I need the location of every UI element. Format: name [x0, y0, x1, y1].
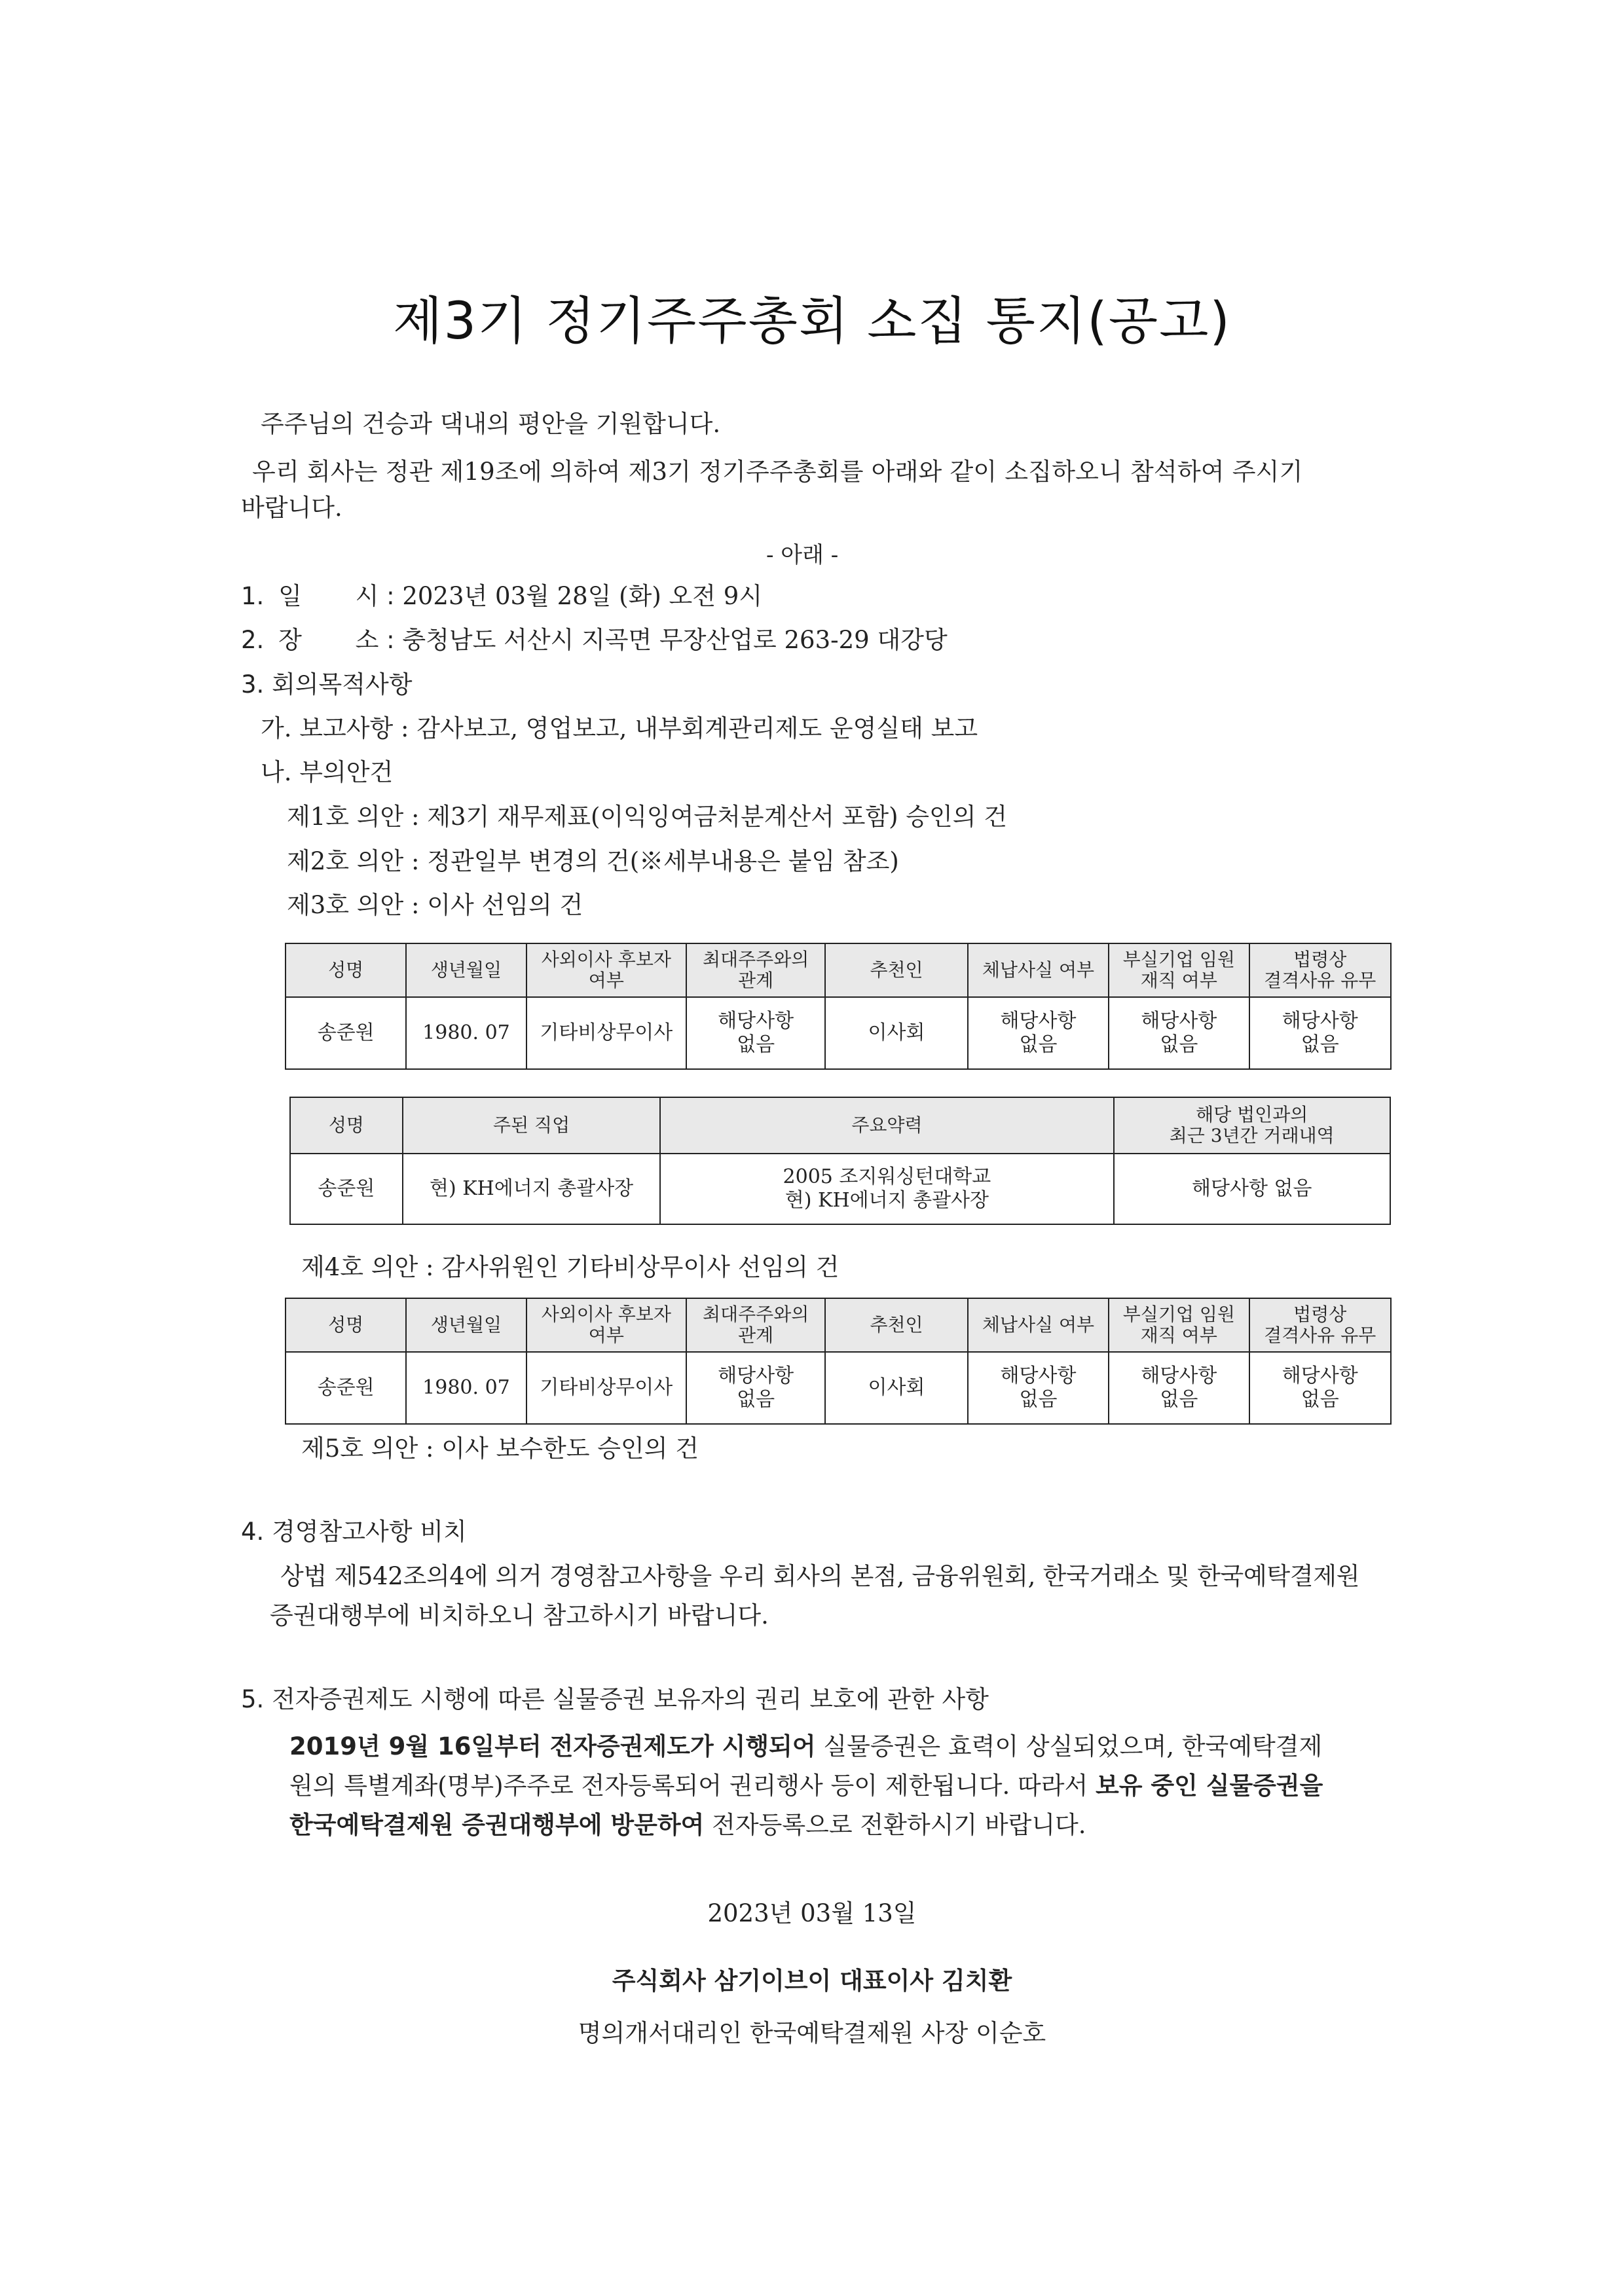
e-securities-text-3: 전자등록으로 전환하시기 바랍니다.: [704, 1811, 1086, 1839]
reference-section-heading: 4. 경영참고사항 비치: [241, 1518, 467, 1546]
cell-text-line: 법령상: [1293, 1303, 1347, 1325]
e-securities-section-heading: 5. 전자증권제도 시행에 따른 실물증권 보유자의 권리 보호에 관한 사항: [241, 1685, 989, 1713]
header-main-occupation: [403, 1097, 661, 1154]
cell-text-line: 결격사유 유무: [1264, 1324, 1376, 1346]
cell-text-line: 없음: [737, 1033, 775, 1056]
agenda-item-3: 제3호 의안 : 이사 선임의 건: [287, 891, 583, 919]
cell-text-line: 1980. 07: [422, 1376, 510, 1399]
below-marker: - 아래 -: [766, 542, 839, 568]
cell-text-line: 관계: [738, 1324, 774, 1346]
cell-text-line: 생년월일: [430, 1314, 502, 1336]
header-tax-arrears: [968, 1298, 1109, 1352]
cell-text-line: 없음: [1301, 1033, 1339, 1056]
cell-career: [660, 1154, 1113, 1224]
agenda-item-5: 제5호 의안 : 이사 보수한도 승인의 건: [301, 1434, 699, 1463]
audit-committee-candidate-table: [285, 1298, 1392, 1425]
cell-text-line: 해당사항: [1000, 1010, 1077, 1032]
header-transactions: [1114, 1097, 1391, 1154]
header-name: [286, 1298, 406, 1352]
cell-text-line: 추천인: [870, 1314, 923, 1336]
cell-text-line: 없음: [1160, 1388, 1198, 1411]
cell-major-shareholder: [686, 1352, 825, 1424]
cell-text-line: 최대주주와의: [703, 949, 809, 970]
reference-text-line-2: 증권대행부에 비치하오니 참고하시기 바랍니다.: [270, 1601, 769, 1630]
cell-text-line: 없음: [1301, 1388, 1339, 1411]
cell-text-line: 사외이사 후보자: [541, 1303, 671, 1325]
cell-recommender: [825, 1352, 967, 1424]
cell-tax-arrears: [968, 997, 1109, 1069]
cell-text-line: 체납사실 여부: [982, 959, 1095, 981]
notice-date: 2023년 03월 13일: [707, 1899, 917, 1927]
cell-text-line: 사외이사 후보자: [541, 949, 671, 970]
agenda-item-2: 제2호 의안 : 정관일부 변경의 건(※세부내용은 붙임 참조): [287, 847, 899, 875]
cell-text-line: 해당사항: [1282, 1010, 1358, 1032]
header-name: [290, 1097, 403, 1154]
item-date-label-a: 일: [278, 582, 302, 610]
e-securities-emphasis-1: 2019년 9월 16일부터 전자증권제도가 시행되어: [289, 1732, 816, 1760]
cell-major-shareholder: [686, 997, 825, 1069]
cell-text-line: 추천인: [870, 959, 923, 981]
cell-text-line: 체납사실 여부: [982, 1314, 1095, 1336]
item-place-number: 2.: [241, 626, 265, 654]
cell-text-line: 결격사유 유무: [1264, 970, 1376, 991]
cell-text-line: 이사회: [868, 1376, 925, 1399]
cell-text-line: 성명: [328, 1314, 364, 1336]
table-row: [286, 1352, 1391, 1424]
company-signature: 주식회사 삼기이브이 대표이사 김치환: [612, 1967, 1012, 1995]
cell-text-line: 주요약력: [851, 1114, 923, 1136]
cell-outside-director: [526, 997, 686, 1069]
cell-text-line: 없음: [737, 1388, 775, 1411]
intro-greeting: 주주님의 건승과 댁내의 평안을 기원합니다.: [261, 410, 721, 438]
table-row: [290, 1154, 1390, 1224]
reference-text-line-1: 상법 제542조의4에 의거 경영참고사항을 우리 회사의 본점, 금융위원회, 한국거래소 및 한국예탁결제원: [280, 1562, 1360, 1590]
cell-text-line: 주된 직업: [493, 1114, 570, 1136]
cell-text-line: 여부: [588, 1324, 624, 1346]
cell-text-line: 최대주주와의: [703, 1303, 809, 1325]
cell-text-line: 여부: [588, 970, 624, 991]
header-outside-director: [526, 1298, 686, 1352]
cell-text-line: 부실기업 임원: [1122, 1303, 1235, 1325]
cell-text-line: 없음: [1160, 1033, 1198, 1056]
e-securities-emphasis-3: 한국예탁결제원 증권대행부에 방문하여: [289, 1811, 705, 1839]
cell-name: [290, 1154, 403, 1224]
agenda-item-1: 제1호 의안 : 제3기 재무제표(이익잉여금처분계산서 포함) 승인의 건: [287, 803, 1008, 831]
cell-birth: [406, 997, 526, 1069]
agenda-item-4: 제4호 의안 : 감사위원인 기타비상무이사 선임의 건: [301, 1253, 840, 1281]
header-birth: [406, 943, 526, 997]
table-header-row: [286, 1298, 1391, 1352]
item-place-label-b: 소 :: [355, 626, 395, 654]
cell-text-line: 해당사항: [1282, 1364, 1358, 1387]
cell-text-line: 송준원: [317, 1021, 375, 1044]
header-major-shareholder: [686, 1298, 825, 1352]
cell-text-line: 기타비상무이사: [540, 1021, 673, 1044]
table-row: [286, 997, 1391, 1069]
cell-recommender: [825, 997, 967, 1069]
header-insolvent-company: [1109, 943, 1249, 997]
header-outside-director: [526, 943, 686, 997]
agenda-heading: 나. 부의안건: [261, 758, 394, 786]
agenda-section-heading: 3. 회의목적사항: [241, 670, 413, 699]
header-major-shareholder: [686, 943, 825, 997]
e-securities-emphasis-2: 보유 중인 실물증권을: [1095, 1772, 1323, 1800]
cell-text-line: 해당사항 없음: [1192, 1177, 1312, 1200]
intro-convocation-end: 바랍니다.: [241, 494, 342, 522]
cell-name: [286, 997, 406, 1069]
cell-text-line: 2005 조지워싱턴대학교: [783, 1165, 991, 1188]
e-securities-line-1: [289, 1728, 1322, 1765]
cell-text-line: 재직 여부: [1140, 1324, 1217, 1346]
cell-text-line: 해당 법인과의: [1196, 1104, 1308, 1125]
item-place-label-a: 장: [278, 626, 302, 654]
header-disqualification: [1249, 943, 1391, 997]
item-date-label-b: 시 :: [355, 582, 395, 610]
header-name: [286, 943, 406, 997]
cell-text-line: 해당사항: [718, 1010, 794, 1032]
meeting-place: 충청남도 서산시 지곡면 무장산업로 263-29 대강당: [402, 626, 948, 654]
cell-text-line: 관계: [738, 970, 774, 991]
cell-text-line: 없음: [1019, 1033, 1058, 1056]
e-securities-line-2: [289, 1768, 1323, 1804]
cell-transactions: [1114, 1154, 1391, 1224]
meeting-datetime: 2023년 03월 28일 (화) 오전 9시: [402, 582, 763, 610]
cell-outside-director: [526, 1352, 686, 1424]
cell-disqualification: [1249, 1352, 1391, 1424]
cell-text-line: 이사회: [868, 1021, 925, 1044]
cell-name: [286, 1352, 406, 1424]
header-birth: [406, 1298, 526, 1352]
cell-text-line: 송준원: [317, 1376, 375, 1399]
item-place-row: [241, 622, 948, 659]
cell-insolvent-company: [1109, 997, 1249, 1069]
cell-text-line: 부실기업 임원: [1122, 949, 1235, 970]
header-career: [660, 1097, 1113, 1154]
header-tax-arrears: [968, 943, 1109, 997]
header-recommender: [825, 943, 967, 997]
cell-text-line: 없음: [1019, 1388, 1058, 1411]
table-header-row: [290, 1097, 1390, 1154]
cell-text-line: 성명: [328, 959, 364, 981]
cell-text-line: 해당사항: [1000, 1364, 1077, 1387]
cell-text-line: 재직 여부: [1140, 970, 1217, 991]
header-insolvent-company: [1109, 1298, 1249, 1352]
table-header-row: [286, 943, 1391, 997]
cell-main-occupation: [403, 1154, 661, 1224]
header-disqualification: [1249, 1298, 1391, 1352]
cell-text-line: 현) KH에너지 총괄사장: [429, 1177, 634, 1200]
cell-text-line: 해당사항: [718, 1364, 794, 1387]
cell-text-line: 1980. 07: [422, 1021, 510, 1044]
cell-tax-arrears: [968, 1352, 1109, 1424]
e-securities-text-2: 원의 특별계좌(명부)주주로 전자등록되어 권리행사 등이 제한됩니다. 따라서: [289, 1772, 1096, 1800]
cell-text-line: 기타비상무이사: [540, 1376, 673, 1399]
agent-signature: 명의개서대리인 한국예탁결제원 사장 이순호: [578, 2019, 1046, 2047]
cell-text-line: 성명: [328, 1114, 364, 1136]
report-items: 가. 보고사항 : 감사보고, 영업보고, 내부회계관리제도 운영실태 보고: [261, 714, 978, 742]
cell-text-line: 송준원: [318, 1177, 375, 1200]
item-date-number: 1.: [241, 582, 265, 610]
cell-text-line: 해당사항: [1141, 1364, 1217, 1387]
page-title: 제3기 정기주주총회 소집 통지(공고): [393, 292, 1231, 351]
cell-text-line: 최근 3년간 거래내역: [1169, 1125, 1335, 1146]
cell-birth: [406, 1352, 526, 1424]
e-securities-line-3: [289, 1807, 1086, 1844]
intro-convocation: 우리 회사는 정관 제19조에 의하여 제3기 정기주주총회를 아래와 같이 소집하오니 참석하여 주시기: [252, 458, 1303, 486]
director-candidate-table: [285, 943, 1392, 1070]
cell-text-line: 법령상: [1293, 949, 1347, 970]
cell-text-line: 해당사항: [1141, 1010, 1217, 1032]
cell-text-line: 현) KH에너지 총괄사장: [784, 1189, 989, 1212]
cell-text-line: 생년월일: [430, 959, 502, 981]
header-recommender: [825, 1298, 967, 1352]
item-date-row: [241, 578, 762, 615]
e-securities-text-1: 실물증권은 효력이 상실되었으며, 한국예탁결제: [815, 1732, 1323, 1760]
cell-disqualification: [1249, 997, 1391, 1069]
cell-insolvent-company: [1109, 1352, 1249, 1424]
candidate-career-table: [289, 1097, 1391, 1225]
